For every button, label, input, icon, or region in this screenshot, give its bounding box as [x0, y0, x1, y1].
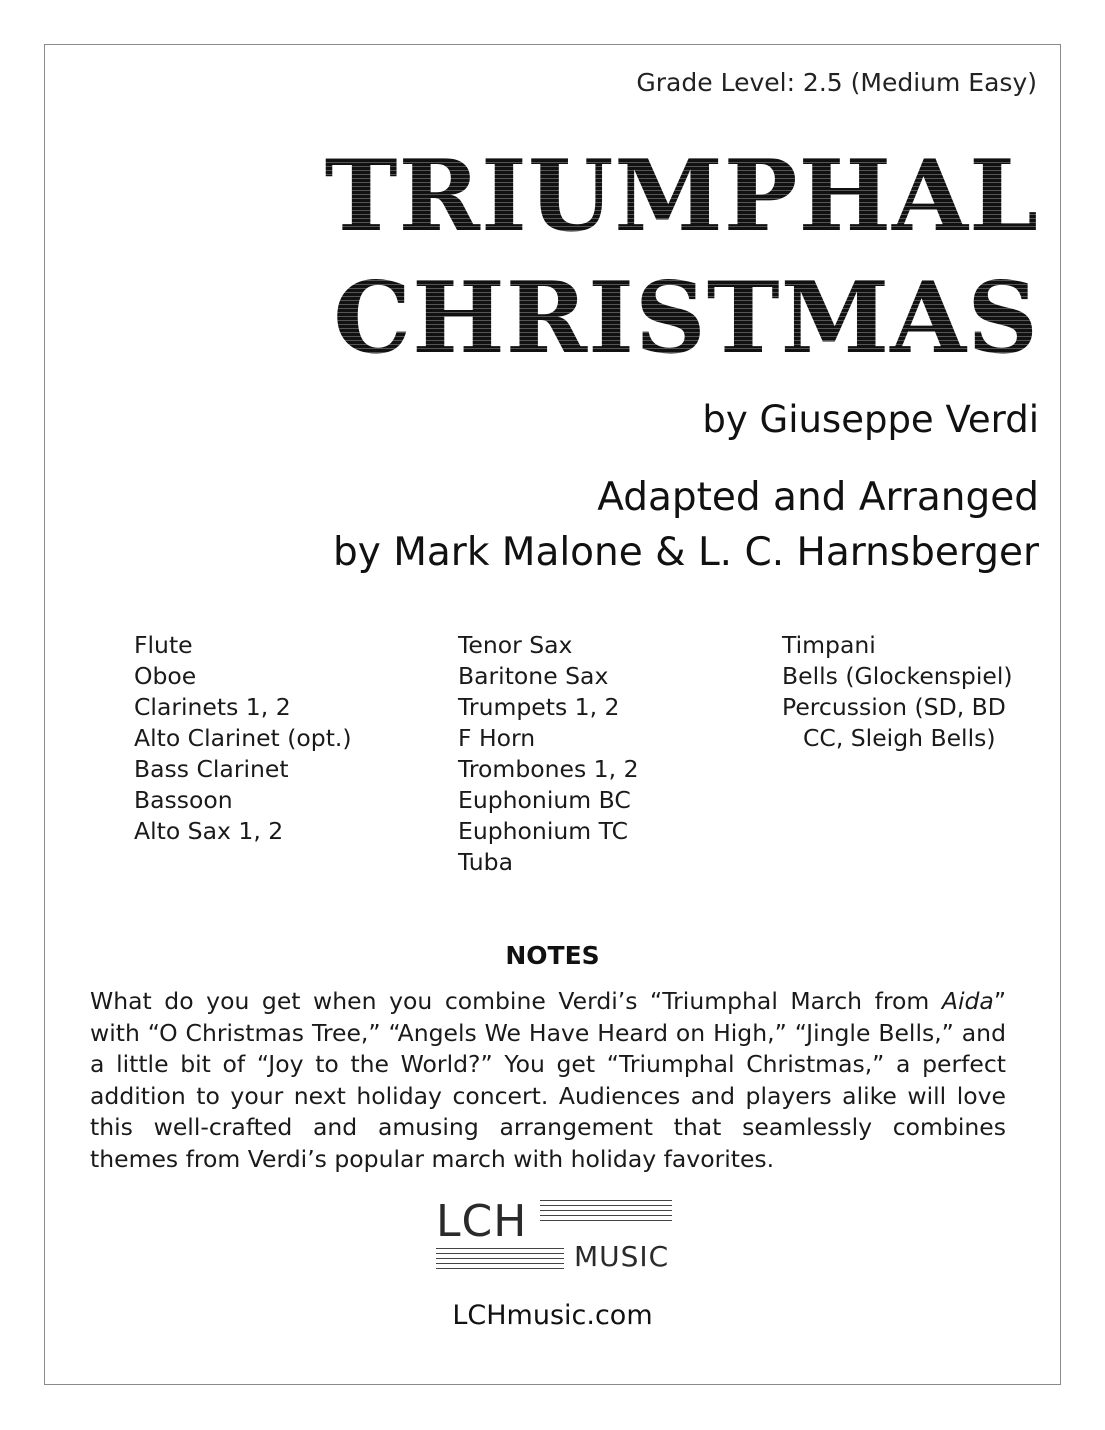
instrument-item: Alto Clarinet (opt.)	[134, 724, 352, 752]
arranger-line-1: Adapted and Arranged	[597, 475, 1039, 520]
instrument-item: Euphonium BC	[458, 786, 631, 814]
notes-paragraph	[90, 986, 1006, 1175]
arranger-line-2: by Mark Malone & L. C. Harnsberger	[333, 530, 1039, 575]
logo-lch-text: LCH	[436, 1196, 528, 1247]
instrument-item: Percussion (SD, BD	[782, 693, 1006, 721]
notes-text-end: ” with “O Christmas Tree,” “Angels We Have Heard on High,” “Jingle Bells,” and a little bit of “Joy to the World?” You get “Triumphal Christmas,” a perfect addition to your next holiday concert. Audiences and players alike will love this well-crafted and amusing arrangement that seamlessly combines themes from Verdi’s popular march with holiday favorites.	[90, 987, 1006, 1173]
instrument-item: Oboe	[134, 662, 197, 690]
instrument-column-3	[782, 630, 1013, 754]
instrument-item: Bells (Glockenspiel)	[782, 662, 1013, 690]
instrument-item: Bass Clarinet	[134, 755, 289, 783]
instrument-item: F Horn	[458, 724, 536, 752]
instrument-column-1	[134, 630, 352, 847]
instrument-item: Alto Sax 1, 2	[134, 817, 284, 845]
composer: by Giuseppe Verdi	[702, 398, 1039, 441]
instrument-item: Clarinets 1, 2	[134, 693, 291, 721]
notes-text-start: What do you get when you combine Verdi’s “Triumphal March from	[90, 987, 942, 1015]
logo-staff-lines-top	[540, 1200, 672, 1225]
instrument-item: Bassoon	[134, 786, 233, 814]
instrument-item: Euphonium TC	[458, 817, 628, 845]
website-url: LCHmusic.com	[452, 1300, 653, 1331]
logo-staff-lines-bottom	[436, 1248, 564, 1273]
notes-italic-title: Aida	[941, 987, 994, 1015]
instrument-item: Trombones 1, 2	[458, 755, 639, 783]
notes-heading: NOTES	[505, 941, 600, 970]
title-line-1: TRIUMPHAL	[324, 139, 1039, 254]
grade-level: Grade Level: 2.5 (Medium Easy)	[636, 68, 1037, 97]
instrument-item: Tenor Sax	[458, 631, 573, 659]
instrument-item: Baritone Sax	[458, 662, 609, 690]
instrument-item: Timpani	[782, 631, 876, 659]
instrument-item: Flute	[134, 631, 193, 659]
lch-music-logo	[436, 1196, 676, 1281]
logo-music-text: MUSIC	[574, 1240, 670, 1273]
instrument-item: CC, Sleigh Bells)	[803, 724, 996, 752]
instrument-item: Trumpets 1, 2	[458, 693, 620, 721]
instrument-column-2	[458, 630, 639, 878]
title-line-2: CHRISTMAS	[333, 261, 1039, 376]
instrument-item: Tuba	[458, 848, 513, 876]
